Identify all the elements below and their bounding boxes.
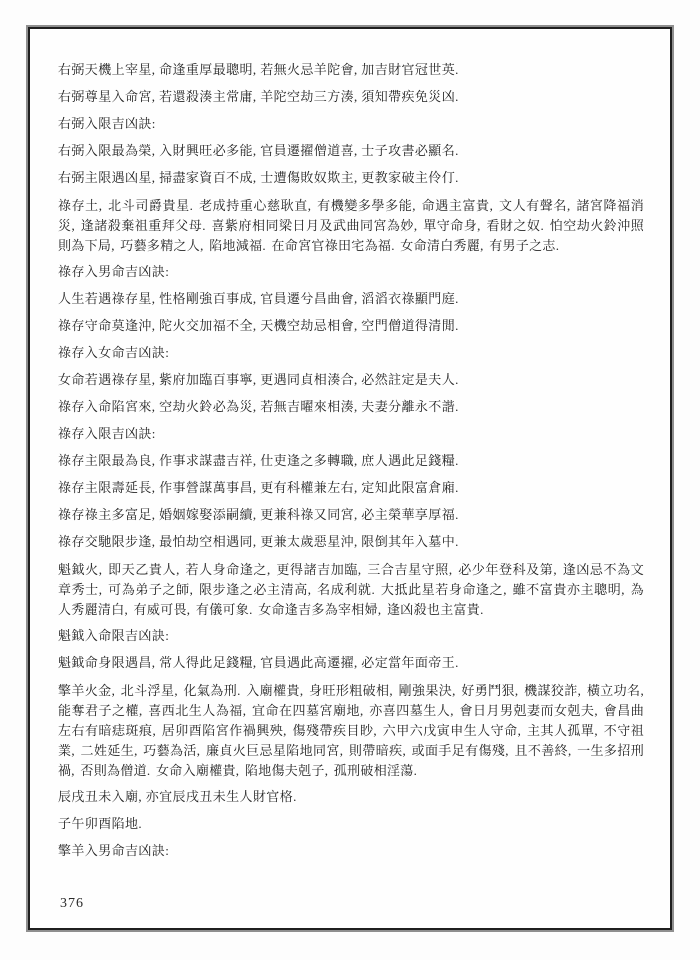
note-line: 子午卯酉陷地.: [58, 816, 143, 831]
page-content: [30, 29, 670, 860]
verse-line: 女命若遇祿存星, 紫府加臨百事寧, 更遇同貞相湊合, 必然註定是夫人.: [58, 372, 459, 387]
section-heading: 祿存入男命吉凶訣:: [58, 264, 170, 279]
paragraph: 祿存土, 北斗司爵貴星. 老成持重心慈耿直, 有機變多學多能, 命遇主富貴, 文人有聲名, 諸宮降福消災, 逢諸殺棄祖重拜父母. 喜紫府相同梁日月及武曲同宮為妙, 單守命身, 看財之奴. 怕空劫火鈴沖照則為下局, 巧藝多精之人, 陷地減福. 在命宮官祿田宅為福. 女命清白秀麗, 有男子之志.: [58, 198, 644, 253]
section-heading: 魁鉞入命限吉凶訣:: [58, 628, 170, 643]
section-heading: 祿存入限吉凶訣:: [58, 426, 156, 441]
verse-line: 人生若遇祿存星, 性格剛強百事成, 官員遷兮昌曲會, 滔滔衣祿顯門庭.: [58, 291, 459, 306]
verse-line: 祿存交馳限步逢, 最怕劫空相遇同, 更兼太歲惡星沖, 限倒其年入墓中.: [58, 534, 459, 549]
paragraph: 擎羊火金, 北斗浮星, 化氣為刑. 入廟權貴, 身旺形粗破相, 剛強果決, 好勇鬥狠, 機謀狡詐, 橫立功名, 能奪君子之權, 喜西北生人為福, 宜命在四墓宮廟地, 亦喜四墓生人, 會日月男剋妻而女剋夫, 會昌曲左右有暗痣斑痕, 居卯酉陷宮作禍興殃, 傷殘帶疾目眇, 六甲六戊寅申生人守命, 主其人孤單, 不守祖業, 二姓延生, 巧藝為活, 廉貞火巨忌星陷地同宮, 則帶暗疾, 或面手足有傷殘, 且不善終, 一生多招刑禍, 否則為僧道. 女命入廟權貴, 陷地傷夫剋子, 孤刑破相淫蕩.: [58, 683, 644, 778]
section-heading: 右弼入限吉凶訣:: [58, 116, 156, 131]
page-number: 376: [60, 896, 84, 911]
page-frame: [28, 27, 672, 930]
verse-line: 祿存祿主多富足, 婚姻嫁娶添嗣續, 更兼科祿又同宮, 必主榮華享厚福.: [58, 507, 459, 522]
verse-line: 祿存主限最為良, 作事求謀盡吉祥, 仕吏逢之多轉職, 庶人遇此足錢糧.: [58, 453, 459, 468]
paragraph: 魁鉞火, 即天乙貴人, 若人身命逢之, 更得諸吉加臨, 三合吉星守照, 必少年登科及第, 逢凶忌不為文章秀士, 可為弟子之師, 限步逢之必主清高, 名成利就. 大抵此星若身命逢之, 雖不富貴亦主聰明, 為人秀麗清白, 有威可畏, 有儀可象. 女命逢吉多為宰相婦, 逢凶殺也主富貴.: [58, 562, 644, 617]
section-heading: 擎羊入男命吉凶訣:: [58, 843, 170, 858]
verse-line: 祿存主限壽延長, 作事營謀萬事昌, 更有科權兼左右, 定知此限富倉廂.: [58, 480, 459, 495]
verse-line: 右弼主限遇凶星, 掃盡家資百不成, 士遭傷敗奴欺主, 更教家破主伶仃.: [58, 170, 459, 185]
verse-line: 右弼尊星入命宮, 若還殺湊主常庸, 羊陀空劫三方湊, 須知帶疾免災凶.: [58, 89, 459, 104]
verse-line: 祿存守命莫逢沖, 陀火交加福不全, 天機空劫忌相會, 空門僧道得清閒.: [58, 318, 459, 333]
note-line: 辰戌丑未入廟, 亦宜辰戌丑未生人財官格.: [58, 789, 297, 804]
verse-line: 右弼入限最為榮, 入財興旺必多能, 官員遷擢僧道喜, 士子攻書必顯名.: [58, 143, 459, 158]
verse-line: 魁鉞命身限遇昌, 常人得此足錢糧, 官員遇此高遷擢, 必定當年面帝王.: [58, 655, 459, 670]
verse-line: 祿存入命陷宮來, 空劫火鈴必為災, 若無吉曜來相湊, 夫妻分離永不諧.: [58, 399, 459, 414]
section-heading: 祿存入女命吉凶訣:: [58, 345, 170, 360]
verse-line: 右弼天機上宰星, 命逢重厚最聰明, 若無火忌羊陀會, 加吉財官冠世英.: [58, 62, 459, 77]
